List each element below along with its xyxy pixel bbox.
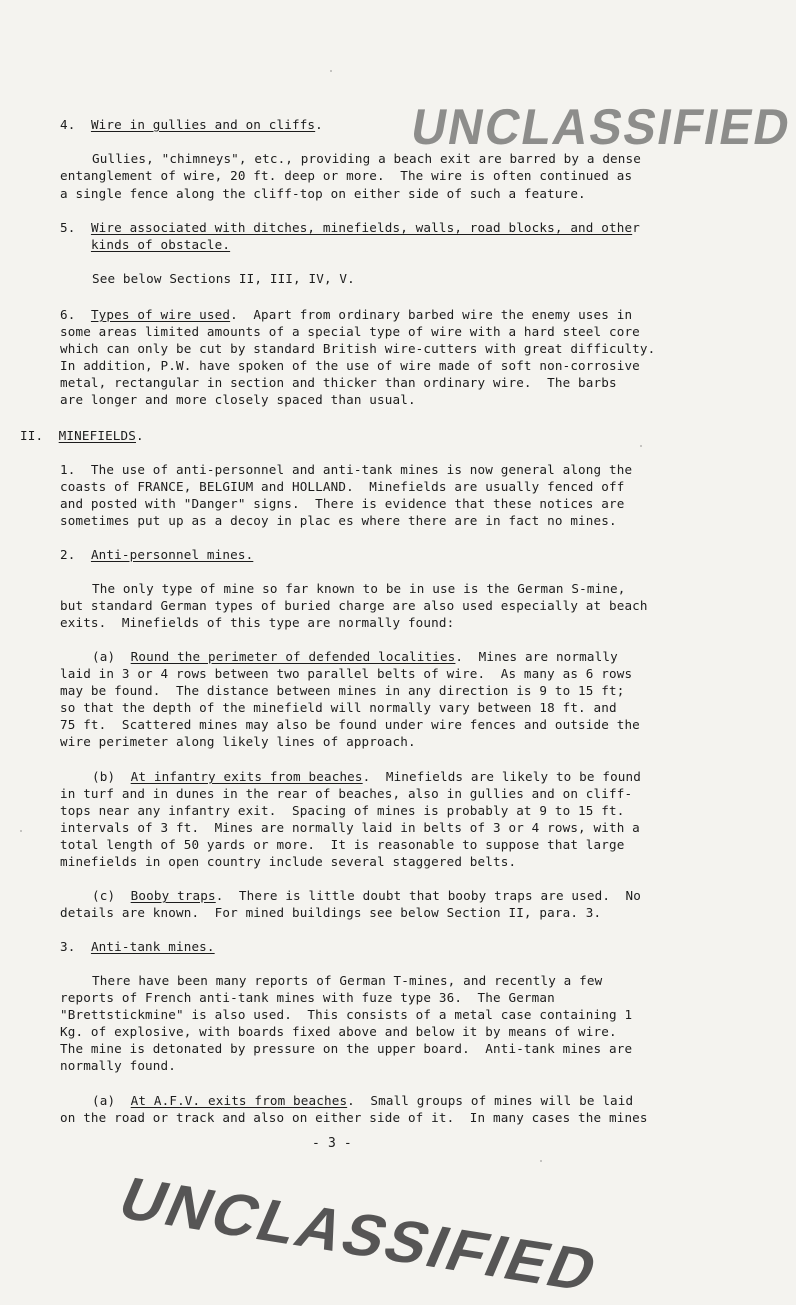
text-line: total length of 50 yards or more. It is reasonable to suppose that large: [60, 837, 625, 852]
text-run: 4.: [60, 117, 91, 132]
text-line: 75 ft. Scattered mines may also be found under wire fences and outside the: [60, 717, 640, 732]
text-line: metal, rectangular in section and thicker than ordinary wire. The barbs: [60, 375, 617, 390]
text-line: There have been many reports of German T-mines, and recently a few: [92, 973, 603, 988]
text-line: Gullies, "chimneys", etc., providing a beach exit are barred by a dense: [92, 151, 641, 166]
text-run: [60, 237, 91, 252]
text-line: Kg. of explosive, with boards fixed above and below it by means of wire.: [60, 1024, 617, 1039]
text-line: [60, 236, 230, 253]
text-run: . There is little doubt that booby traps are used. No: [215, 888, 641, 903]
text-line: "Brettstickmine" is also used. This consists of a metal case containing 1: [60, 1007, 633, 1022]
text-run: (c): [92, 888, 131, 903]
text-run: . Small groups of mines will be laid: [347, 1093, 634, 1108]
text-line: [20, 427, 144, 444]
text-line: [92, 648, 618, 665]
text-line: 1. The use of anti-personnel and anti-tank mines is now general along the: [60, 462, 633, 477]
text-line: tops near any infantry exit. Spacing of mines is probably at 9 to 15 ft.: [60, 803, 625, 818]
text-line: The mine is detonated by pressure on the upper board. Anti-tank mines are: [60, 1041, 633, 1056]
text-run: 6.: [60, 307, 91, 322]
underlined-heading: Anti-personnel mines.: [90, 547, 254, 562]
text-line: are longer and more closely spaced than usual.: [60, 392, 416, 407]
text-line: laid in 3 or 4 rows between two parallel belts of wire. As many as 6 rows: [60, 666, 633, 681]
text-line: [60, 219, 640, 236]
underlined-heading: Round the perimeter of defended localities: [130, 649, 456, 664]
text-line: coasts of FRANCE, BELGIUM and HOLLAND. Minefields are usually fenced off: [60, 479, 625, 494]
text-line: and posted with "Danger" signs. There is evidence that these notices are: [60, 496, 625, 511]
text-run: . Apart from ordinary barbed wire the enemy uses in: [230, 307, 633, 322]
text-line: on the road or track and also on either side of it. In many cases the mines: [60, 1110, 648, 1125]
page-number: - 3 -: [312, 1136, 352, 1151]
text-run: (b): [92, 769, 131, 784]
text-line: minefields in open country include several staggered belts.: [60, 854, 517, 869]
underlined-heading: Types of wire used: [90, 307, 231, 322]
text-run: .: [136, 428, 144, 443]
text-line: may be found. The distance between mines in any direction is 9 to 15 ft;: [60, 683, 625, 698]
text-line: a single fence along the cliff-top on either side of such a feature.: [60, 186, 586, 201]
text-line: [92, 887, 641, 904]
text-line: In addition, P.W. have spoken of the use of wire made of soft non-corrosive: [60, 358, 640, 373]
text-run: r: [632, 220, 640, 235]
text-run: .: [315, 117, 323, 132]
underlined-heading: MINEFIELDS: [58, 428, 136, 443]
text-line: sometimes put up as a decoy in plac es where there are in fact no mines.: [60, 513, 617, 528]
text-run: 5.: [60, 220, 91, 235]
text-line: The only type of mine so far known to be in use is the German S-mine,: [92, 581, 626, 596]
text-run: 2.: [60, 547, 91, 562]
text-line: [60, 546, 253, 563]
text-run: II.: [20, 428, 59, 443]
text-line: so that the depth of the minefield will normally vary between 18 ft. and: [60, 700, 617, 715]
unclassified-stamp-bottom: UNCLASSIFIED: [109, 1165, 610, 1304]
underlined-heading: At A.F.V. exits from beaches: [130, 1093, 348, 1108]
text-run: (a): [92, 649, 131, 664]
text-line: in turf and in dunes in the rear of beaches, also in gullies and on cliff-: [60, 786, 633, 801]
text-line: entanglement of wire, 20 ft. deep or more. The wire is often continued as: [60, 168, 633, 183]
text-line: exits. Minefields of this type are normally found:: [60, 615, 455, 630]
underlined-heading: At infantry exits from beaches: [130, 769, 363, 784]
text-run: . Mines are normally: [455, 649, 618, 664]
text-line: [92, 1092, 633, 1109]
text-line: normally found.: [60, 1058, 176, 1073]
underlined-heading: Wire in gullies and on cliffs: [90, 117, 316, 132]
text-line: [60, 306, 632, 323]
text-line: wire perimeter along likely lines of approach.: [60, 734, 416, 749]
text-line: which can only be cut by standard British wire-cutters with great difficulty.: [60, 341, 656, 356]
text-line: [92, 768, 641, 785]
text-line: reports of French anti-tank mines with fuze type 36. The German: [60, 990, 555, 1005]
text-run: 3.: [60, 939, 91, 954]
underlined-heading: Anti-tank mines.: [90, 939, 215, 954]
text-line: intervals of 3 ft. Mines are normally laid in belts of 3 or 4 rows, with a: [60, 820, 640, 835]
text-line: but standard German types of buried charge are also used especially at beach: [60, 598, 648, 613]
text-line: details are known. For mined buildings see below Section II, para. 3.: [60, 905, 602, 920]
underlined-heading: kinds of obstacle.: [90, 237, 231, 252]
underlined-heading: Wire associated with ditches, minefields, walls, road blocks, and othe: [90, 220, 633, 235]
unclassified-stamp-top: UNCLASSIFIED: [407, 99, 796, 156]
text-line: See below Sections II, III, IV, V.: [92, 271, 355, 286]
text-line: some areas limited amounts of a special type of wire with a hard steel core: [60, 324, 640, 339]
text-run: (a): [92, 1093, 131, 1108]
text-run: . Minefields are likely to be found: [362, 769, 641, 784]
text-line: [60, 938, 215, 955]
text-line: [60, 116, 323, 133]
underlined-heading: Booby traps: [130, 888, 216, 903]
